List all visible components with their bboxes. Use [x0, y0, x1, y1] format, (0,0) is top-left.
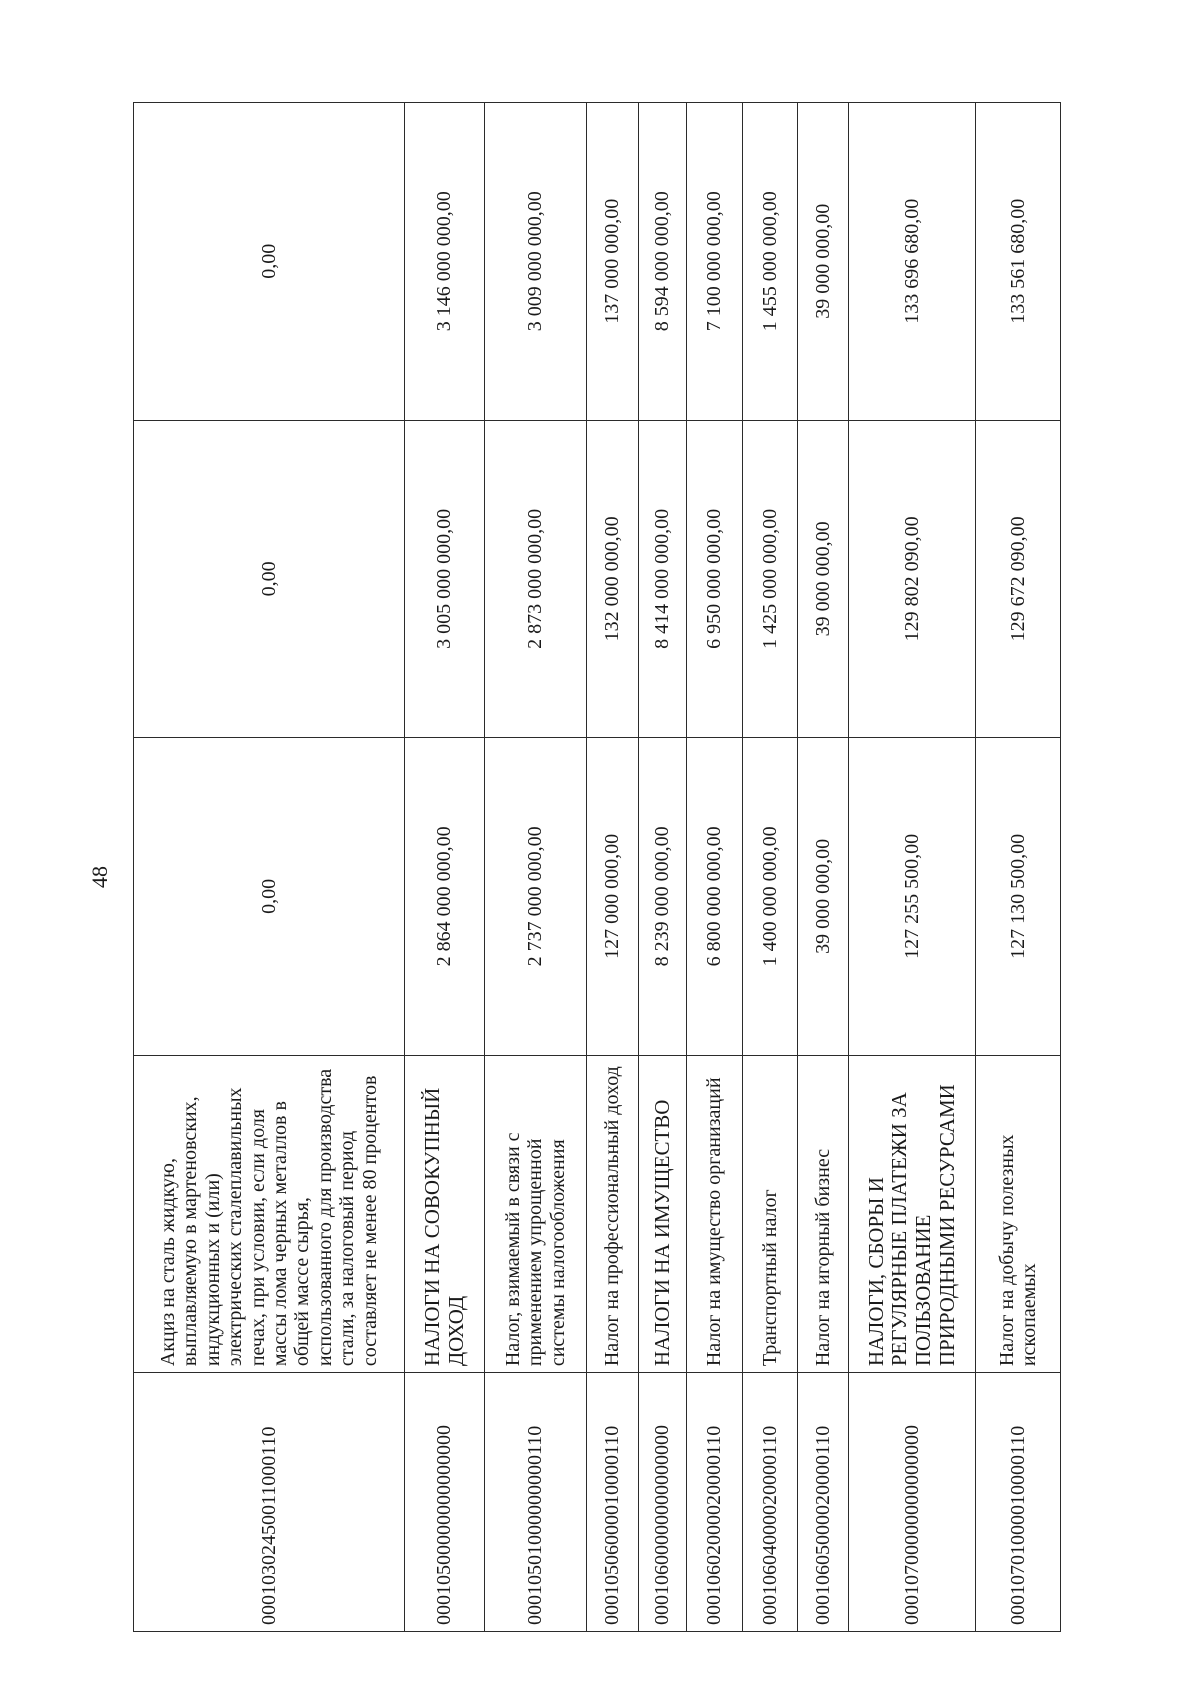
amount-year1-cell: 8 239 000 000,00 — [639, 738, 687, 1056]
amount-year1-cell: 2 864 000 000,00 — [405, 738, 485, 1056]
amount-year3-cell: 7 100 000 000,00 — [687, 103, 743, 421]
table-row — [639, 103, 687, 1632]
amount-year2-cell: 0,00 — [134, 420, 405, 738]
amount-year1-cell: 127 255 500,00 — [849, 738, 976, 1056]
income-name-cell: Транспортный налог — [743, 1055, 798, 1373]
amount-year2-cell: 132 000 000,00 — [587, 420, 639, 738]
budget-code-cell: 00010605000020000110 — [798, 1373, 849, 1632]
budget-code-cell: 00010506000010000110 — [587, 1373, 639, 1632]
budget-code-cell: 00010500000000000000 — [405, 1373, 485, 1632]
amount-year1-cell: 127 000 000,00 — [587, 738, 639, 1056]
amount-year1-cell: 127 130 500,00 — [976, 738, 1061, 1056]
budget-code-cell: 00010302450011000110 — [134, 1373, 405, 1632]
rotated-table-container — [133, 102, 1061, 1632]
amount-year2-cell: 2 873 000 000,00 — [485, 420, 587, 738]
table-row — [976, 103, 1061, 1632]
amount-year2-cell: 6 950 000 000,00 — [687, 420, 743, 738]
amount-year3-cell: 1 455 000 000,00 — [743, 103, 798, 421]
income-name-cell: НАЛОГИ НА ИМУЩЕСТВО — [639, 1055, 687, 1373]
income-name-cell: Налог на игорный бизнес — [798, 1055, 849, 1373]
income-name-cell: НАЛОГИ НА СОВОКУПНЫЙ ДОХОД — [405, 1055, 485, 1373]
amount-year2-cell: 8 414 000 000,00 — [639, 420, 687, 738]
table-row — [405, 103, 485, 1632]
amount-year2-cell: 1 425 000 000,00 — [743, 420, 798, 738]
amount-year1-cell: 6 800 000 000,00 — [687, 738, 743, 1056]
amount-year2-cell: 129 802 090,00 — [849, 420, 976, 738]
amount-year2-cell: 3 005 000 000,00 — [405, 420, 485, 738]
budget-code-cell: 00010600000000000000 — [639, 1373, 687, 1632]
amount-year2-cell: 39 000 000,00 — [798, 420, 849, 738]
amount-year1-cell: 2 737 000 000,00 — [485, 738, 587, 1056]
income-name-cell: Налог на добычу полезных ископаемых — [976, 1055, 1061, 1373]
amount-year3-cell: 133 561 680,00 — [976, 103, 1061, 421]
income-name-cell: Налог, взимаемый в связи с применением упрощенной системы налогообложения — [485, 1055, 587, 1373]
amount-year3-cell: 8 594 000 000,00 — [639, 103, 687, 421]
budget-table — [133, 102, 1061, 1632]
amount-year1-cell: 1 400 000 000,00 — [743, 738, 798, 1056]
budget-code-cell: 00010501000000000110 — [485, 1373, 587, 1632]
amount-year2-cell: 129 672 090,00 — [976, 420, 1061, 738]
amount-year1-cell: 39 000 000,00 — [798, 738, 849, 1056]
budget-code-cell: 00010701000010000110 — [976, 1373, 1061, 1632]
budget-code-cell: 00010602000020000110 — [687, 1373, 743, 1632]
amount-year1-cell: 0,00 — [134, 738, 405, 1056]
budget-code-cell: 00010700000000000000 — [849, 1373, 976, 1632]
budget-code-cell: 00010604000020000110 — [743, 1373, 798, 1632]
page-number: 48 — [87, 866, 112, 888]
table-row — [687, 103, 743, 1632]
income-name-cell: Налог на имущество организаций — [687, 1055, 743, 1373]
table-row — [485, 103, 587, 1632]
amount-year3-cell: 0,00 — [134, 103, 405, 421]
table-row — [134, 103, 405, 1632]
income-name-cell: Налог на профессиональный доход — [587, 1055, 639, 1373]
table-row — [798, 103, 849, 1632]
amount-year3-cell: 137 000 000,00 — [587, 103, 639, 421]
table-row — [587, 103, 639, 1632]
table-row — [849, 103, 976, 1632]
amount-year3-cell: 3 009 000 000,00 — [485, 103, 587, 421]
amount-year3-cell: 39 000 000,00 — [798, 103, 849, 421]
table-row — [743, 103, 798, 1632]
amount-year3-cell: 3 146 000 000,00 — [405, 103, 485, 421]
income-name-cell: Акциз на сталь жидкую, выплавляемую в мартеновских, индукционных и (или) электрических сталеплавильных печах, при условии, если доля массы лома черных металлов в общей массе сырья, использованного для производства стали, за налоговый период составляет не менее 80 процентов — [134, 1055, 405, 1373]
income-name-cell: НАЛОГИ, СБОРЫ И РЕГУЛЯРНЫЕ ПЛАТЕЖИ ЗА ПОЛЬЗОВАНИЕ ПРИРОДНЫМИ РЕСУРСАМИ — [849, 1055, 976, 1373]
amount-year3-cell: 133 696 680,00 — [849, 103, 976, 421]
